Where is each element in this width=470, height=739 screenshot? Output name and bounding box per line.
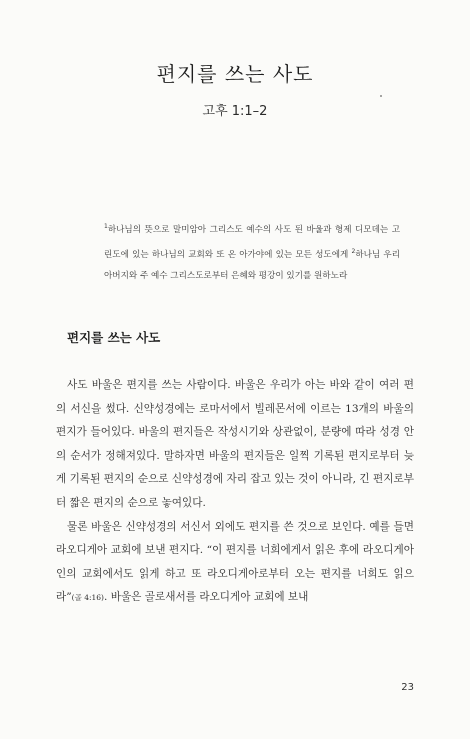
verse-text: 하나님 우리 아버지와 주 예수 그리스도로부터 은혜와 평강이 있기를 원하노라 bbox=[104, 250, 400, 281]
paragraph-text: 물론 바울은 신약성경의 서신서 외에도 편지를 쓴 것으로 보인다. 예를 들면 라오디게아 교회에 보낸 편지다. “이 편지를 너희에게서 읽은 후에 라오디게아인의 교회에서도 읽게 하고 또 라오디게아로부터 오는 편지를 너희도 읽으라” bbox=[56, 520, 414, 604]
paragraph-text: . 바울은 골로새서를 라오디게아 교회에 보내 bbox=[103, 591, 309, 604]
paragraph: 사도 바울은 편지를 쓰는 사람이다. 바울은 우리가 아는 바와 같이 여러 편의 서신을 썼다. 신약성경에는 로마서에서 빌레몬서에 이르는 13개의 바울의 편지가 들어있다. 바울의 편지들은 작성시기와 상관없이, 분량에 따라 성경 안의 순서가 정해져있다. 말하자면 바울의 편지들은 일찍 기록된 편지로부터 늦게 기록된 편지의 순으로 신약성경에 자리 잡고 있는 것이 아니라, 긴 편지로부터 짧은 편지의 순으로 놓여있다. bbox=[56, 379, 414, 509]
verse-number: 1 bbox=[104, 223, 108, 230]
decorative-dot bbox=[380, 95, 382, 97]
page-title: 편지를 쓰는 사도 bbox=[156, 62, 314, 86]
scripture-reference: 고후 1:1–2 bbox=[202, 104, 268, 119]
paragraph bbox=[56, 516, 414, 610]
body-text bbox=[56, 374, 414, 610]
section-heading: 편지를 쓰는 사도 bbox=[67, 330, 161, 345]
page-number: 23 bbox=[401, 682, 414, 693]
citation: (골 4:16) bbox=[71, 593, 104, 603]
scripture-passage bbox=[104, 216, 400, 287]
verse-text: 하나님의 뜻으로 말미암아 그리스도 예수의 사도 된 바울과 형제 디모데는 고린도에 있는 하나님의 교회와 또 온 아가야에 있는 모든 성도에게 bbox=[104, 225, 400, 260]
verse-number: 2 bbox=[351, 248, 356, 255]
